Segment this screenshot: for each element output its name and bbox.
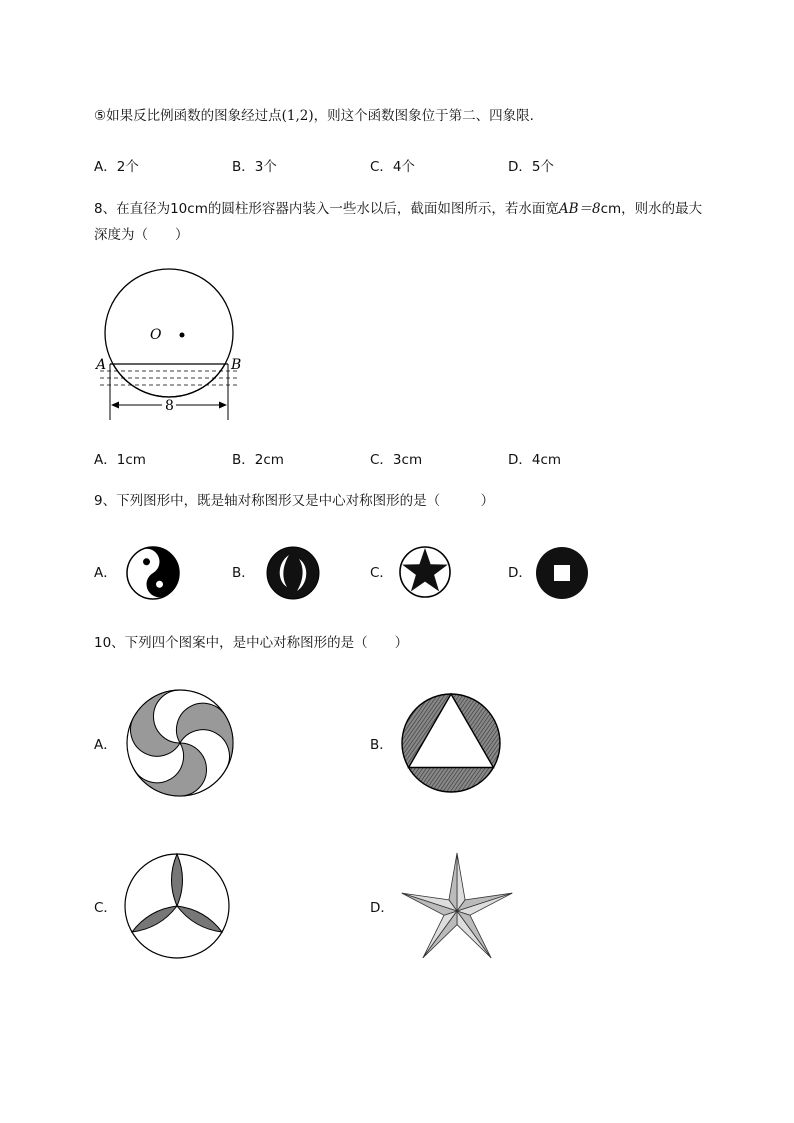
q10-triskelion-figure[interactable] bbox=[125, 688, 237, 800]
q9-yin-yang-figure[interactable] bbox=[125, 545, 181, 601]
q9-option-d-label[interactable]: D． bbox=[508, 565, 532, 581]
q9-option-b-label[interactable]: B． bbox=[232, 565, 255, 581]
q8-stem-expr: AB＝8 bbox=[558, 201, 601, 217]
q9-stem: 9、下列图形中，既是轴对称图形又是中心对称图形的是（ ） bbox=[94, 493, 495, 509]
q10-three-petal-figure[interactable] bbox=[123, 852, 233, 962]
q8-option-c[interactable]: C．3cm bbox=[370, 452, 423, 468]
q10-option-a-label[interactable]: A． bbox=[94, 737, 117, 753]
q7-option-c[interactable]: C．4个 bbox=[370, 159, 416, 175]
q10-stem: 10、下列四个图案中，是中心对称图形的是（ ） bbox=[94, 635, 409, 651]
q9-star-in-circle-figure[interactable] bbox=[397, 544, 453, 600]
dimension-arrow-left bbox=[111, 402, 119, 409]
q8-stem-suffix: cm，则水的最大 bbox=[600, 201, 703, 217]
dimension-arrow-right bbox=[219, 402, 227, 409]
q10-3d-star-figure[interactable] bbox=[400, 851, 516, 963]
q9-option-a-label[interactable]: A． bbox=[94, 565, 117, 581]
q9-swirl-figure[interactable] bbox=[265, 545, 321, 601]
q9-coin-figure[interactable] bbox=[534, 545, 590, 601]
q8-stem-line2: 深度为（ ） bbox=[94, 227, 189, 243]
q7-option-a[interactable]: A．2个 bbox=[94, 159, 139, 175]
q10-option-b-label[interactable]: B． bbox=[370, 737, 393, 753]
label-a: A bbox=[96, 357, 107, 373]
water-region bbox=[100, 269, 240, 397]
q8-stem-prefix: 8、在直径为10cm的圆柱形容器内装入一些水以后，截面如图所示，若水面宽 bbox=[94, 201, 559, 217]
q10-triangle-in-circle-figure[interactable] bbox=[400, 692, 504, 796]
q9-option-c-label[interactable]: C． bbox=[370, 565, 393, 581]
q7-option-b[interactable]: B．3个 bbox=[232, 159, 277, 175]
q8-option-d[interactable]: D．4cm bbox=[508, 452, 562, 468]
q8-stem-line1 bbox=[94, 199, 702, 219]
q7-item5-suffix: ，则这个函数图象位于第二、四象限. bbox=[313, 108, 534, 124]
q7-item5-prefix: ⑤如果反比例函数的图象经过点 bbox=[94, 108, 282, 124]
label-width: 8 bbox=[165, 398, 174, 414]
label-b: B bbox=[231, 357, 242, 373]
q7-item5 bbox=[94, 106, 534, 126]
q8-circle-figure bbox=[90, 265, 250, 425]
q10-option-d-label[interactable]: D． bbox=[370, 900, 394, 916]
label-o: O bbox=[150, 327, 162, 343]
q8-option-a[interactable]: A．1cm bbox=[94, 452, 146, 468]
q7-item5-point: (1,2) bbox=[281, 108, 314, 124]
q7-option-d[interactable]: D．5个 bbox=[508, 159, 554, 175]
center-dot bbox=[180, 333, 185, 338]
q10-option-c-label[interactable]: C． bbox=[94, 900, 117, 916]
q8-option-b[interactable]: B．2cm bbox=[232, 452, 284, 468]
